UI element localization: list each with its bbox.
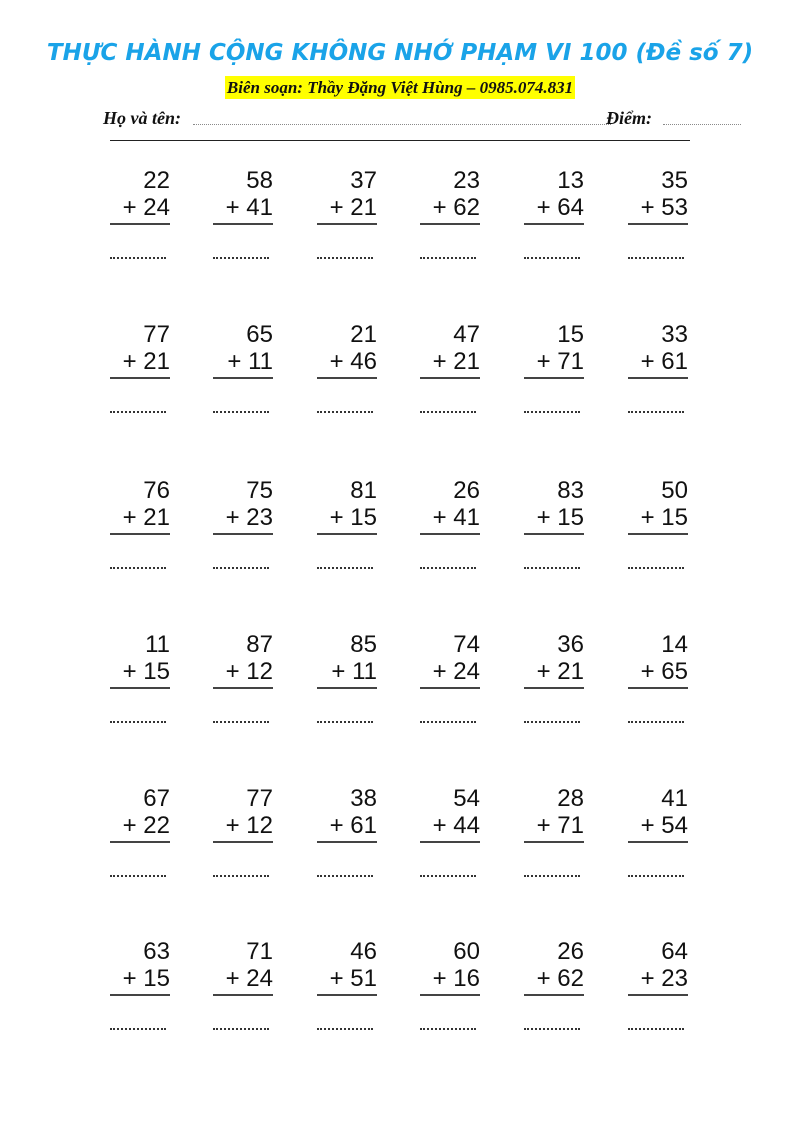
first-addend: 85 bbox=[350, 631, 377, 658]
answer-blank[interactable] bbox=[524, 257, 580, 259]
answer-blank[interactable] bbox=[420, 257, 476, 259]
addition-problem bbox=[524, 938, 584, 996]
first-addend: 21 bbox=[350, 321, 377, 348]
addition-problem bbox=[524, 785, 584, 843]
second-addend: + 15 bbox=[122, 965, 170, 992]
sum-line bbox=[110, 377, 170, 379]
answer-blank[interactable] bbox=[317, 1028, 373, 1030]
second-addend: + 21 bbox=[432, 348, 480, 375]
answer-blank[interactable] bbox=[317, 411, 373, 413]
first-addend: 87 bbox=[246, 631, 273, 658]
addition-problem bbox=[317, 631, 377, 689]
second-addend: + 62 bbox=[536, 965, 584, 992]
score-field[interactable] bbox=[663, 124, 741, 125]
addition-problem bbox=[213, 167, 273, 225]
first-addend: 47 bbox=[453, 321, 480, 348]
sum-line bbox=[524, 687, 584, 689]
sum-line bbox=[317, 841, 377, 843]
header-divider bbox=[110, 140, 690, 141]
second-addend: + 23 bbox=[225, 504, 273, 531]
addition-problem bbox=[524, 477, 584, 535]
addition-problem bbox=[524, 167, 584, 225]
score-label: Điểm: bbox=[606, 108, 652, 128]
second-addend: + 12 bbox=[225, 658, 273, 685]
answer-blank[interactable] bbox=[524, 567, 580, 569]
second-addend: + 24 bbox=[122, 194, 170, 221]
second-addend: + 71 bbox=[536, 812, 584, 839]
answer-blank[interactable] bbox=[524, 721, 580, 723]
sum-line bbox=[420, 377, 480, 379]
addition-problem bbox=[420, 785, 480, 843]
answer-blank[interactable] bbox=[110, 875, 166, 877]
sum-line bbox=[524, 994, 584, 996]
first-addend: 65 bbox=[246, 321, 273, 348]
sum-line bbox=[213, 533, 273, 535]
first-addend: 41 bbox=[661, 785, 688, 812]
addition-problem bbox=[213, 785, 273, 843]
first-addend: 75 bbox=[246, 477, 273, 504]
addition-problem bbox=[420, 167, 480, 225]
answer-blank[interactable] bbox=[420, 875, 476, 877]
addition-problem bbox=[420, 938, 480, 996]
addition-problem bbox=[420, 477, 480, 535]
first-addend: 26 bbox=[557, 938, 584, 965]
addition-problem bbox=[213, 938, 273, 996]
answer-blank[interactable] bbox=[628, 567, 684, 569]
answer-blank[interactable] bbox=[110, 411, 166, 413]
answer-blank[interactable] bbox=[213, 257, 269, 259]
first-addend: 28 bbox=[557, 785, 584, 812]
addition-problem bbox=[110, 167, 170, 225]
second-addend: + 54 bbox=[640, 812, 688, 839]
addition-problem bbox=[524, 631, 584, 689]
second-addend: + 21 bbox=[122, 504, 170, 531]
sum-line bbox=[628, 841, 688, 843]
first-addend: 58 bbox=[246, 167, 273, 194]
first-addend: 60 bbox=[453, 938, 480, 965]
sum-line bbox=[110, 687, 170, 689]
addition-problem bbox=[317, 785, 377, 843]
first-addend: 15 bbox=[557, 321, 584, 348]
addition-problem bbox=[110, 938, 170, 996]
answer-blank[interactable] bbox=[420, 567, 476, 569]
answer-blank[interactable] bbox=[628, 721, 684, 723]
addition-problem bbox=[317, 477, 377, 535]
sum-line bbox=[420, 687, 480, 689]
answer-blank[interactable] bbox=[628, 411, 684, 413]
sum-line bbox=[420, 841, 480, 843]
addition-problem bbox=[420, 321, 480, 379]
answer-blank[interactable] bbox=[524, 411, 580, 413]
sum-line bbox=[628, 223, 688, 225]
sum-line bbox=[317, 223, 377, 225]
first-addend: 81 bbox=[350, 477, 377, 504]
second-addend: + 12 bbox=[225, 812, 273, 839]
addition-problem bbox=[213, 477, 273, 535]
second-addend: + 22 bbox=[122, 812, 170, 839]
first-addend: 74 bbox=[453, 631, 480, 658]
second-addend: + 15 bbox=[536, 504, 584, 531]
sum-line bbox=[524, 841, 584, 843]
second-addend: + 71 bbox=[536, 348, 584, 375]
answer-blank[interactable] bbox=[628, 1028, 684, 1030]
first-addend: 76 bbox=[143, 477, 170, 504]
first-addend: 36 bbox=[557, 631, 584, 658]
sum-line bbox=[110, 994, 170, 996]
second-addend: + 15 bbox=[329, 504, 377, 531]
answer-blank[interactable] bbox=[420, 1028, 476, 1030]
sum-line bbox=[110, 533, 170, 535]
first-addend: 22 bbox=[143, 167, 170, 194]
second-addend: + 41 bbox=[432, 504, 480, 531]
first-addend: 77 bbox=[143, 321, 170, 348]
answer-blank[interactable] bbox=[628, 257, 684, 259]
answer-blank[interactable] bbox=[317, 257, 373, 259]
second-addend: + 15 bbox=[122, 658, 170, 685]
sum-line bbox=[524, 533, 584, 535]
second-addend: + 65 bbox=[640, 658, 688, 685]
second-addend: + 21 bbox=[329, 194, 377, 221]
first-addend: 77 bbox=[246, 785, 273, 812]
first-addend: 23 bbox=[453, 167, 480, 194]
sum-line bbox=[213, 223, 273, 225]
addition-problem bbox=[213, 631, 273, 689]
addition-problem bbox=[420, 631, 480, 689]
first-addend: 63 bbox=[143, 938, 170, 965]
sum-line bbox=[213, 687, 273, 689]
second-addend: + 61 bbox=[640, 348, 688, 375]
answer-blank[interactable] bbox=[420, 411, 476, 413]
answer-blank[interactable] bbox=[213, 411, 269, 413]
first-addend: 67 bbox=[143, 785, 170, 812]
answer-blank[interactable] bbox=[317, 875, 373, 877]
addition-problem bbox=[628, 477, 688, 535]
addition-problem bbox=[524, 321, 584, 379]
addition-problem bbox=[317, 321, 377, 379]
addition-problem bbox=[213, 321, 273, 379]
addition-problem bbox=[628, 167, 688, 225]
answer-blank[interactable] bbox=[213, 875, 269, 877]
second-addend: + 53 bbox=[640, 194, 688, 221]
sum-line bbox=[110, 223, 170, 225]
sum-line bbox=[628, 533, 688, 535]
student-info-row bbox=[103, 108, 743, 132]
second-addend: + 41 bbox=[225, 194, 273, 221]
addition-problem bbox=[628, 631, 688, 689]
first-addend: 26 bbox=[453, 477, 480, 504]
sum-line bbox=[420, 994, 480, 996]
answer-blank[interactable] bbox=[524, 875, 580, 877]
answer-blank[interactable] bbox=[420, 721, 476, 723]
worksheet-title: THỰC HÀNH CỘNG KHÔNG NHỚ PHẠM VI 100 (Đề số 7) bbox=[46, 40, 754, 66]
second-addend: + 61 bbox=[329, 812, 377, 839]
first-addend: 38 bbox=[350, 785, 377, 812]
second-addend: + 15 bbox=[640, 504, 688, 531]
author-credit: Biên soạn: Thầy Đặng Việt Hùng – 0985.074.831 bbox=[226, 78, 574, 97]
sum-line bbox=[420, 533, 480, 535]
first-addend: 35 bbox=[661, 167, 688, 194]
addition-problem bbox=[317, 167, 377, 225]
second-addend: + 24 bbox=[225, 965, 273, 992]
second-addend: + 44 bbox=[432, 812, 480, 839]
second-addend: + 23 bbox=[640, 965, 688, 992]
first-addend: 54 bbox=[453, 785, 480, 812]
sum-line bbox=[213, 841, 273, 843]
name-label: Họ và tên: bbox=[103, 108, 181, 128]
answer-blank[interactable] bbox=[213, 721, 269, 723]
sum-line bbox=[317, 377, 377, 379]
answer-blank[interactable] bbox=[110, 257, 166, 259]
second-addend: + 21 bbox=[536, 658, 584, 685]
first-addend: 33 bbox=[661, 321, 688, 348]
answer-blank[interactable] bbox=[213, 567, 269, 569]
addition-problem bbox=[317, 938, 377, 996]
addition-problem bbox=[110, 321, 170, 379]
second-addend: + 21 bbox=[122, 348, 170, 375]
answer-blank[interactable] bbox=[317, 567, 373, 569]
sum-line bbox=[213, 377, 273, 379]
addition-problem bbox=[110, 631, 170, 689]
addition-problem bbox=[110, 785, 170, 843]
second-addend: + 24 bbox=[432, 658, 480, 685]
first-addend: 64 bbox=[661, 938, 688, 965]
answer-blank[interactable] bbox=[110, 721, 166, 723]
second-addend: + 46 bbox=[329, 348, 377, 375]
sum-line bbox=[317, 687, 377, 689]
second-addend: + 62 bbox=[432, 194, 480, 221]
answer-blank[interactable] bbox=[110, 1028, 166, 1030]
answer-blank[interactable] bbox=[628, 875, 684, 877]
author-line bbox=[0, 76, 800, 99]
second-addend: + 64 bbox=[536, 194, 584, 221]
second-addend: + 11 bbox=[331, 658, 377, 685]
sum-line bbox=[317, 533, 377, 535]
first-addend: 13 bbox=[557, 167, 584, 194]
addition-problem bbox=[628, 785, 688, 843]
first-addend: 11 bbox=[145, 631, 170, 658]
addition-problem bbox=[628, 321, 688, 379]
first-addend: 37 bbox=[350, 167, 377, 194]
sum-line bbox=[628, 687, 688, 689]
second-addend: + 16 bbox=[432, 965, 480, 992]
second-addend: + 51 bbox=[329, 965, 377, 992]
answer-blank[interactable] bbox=[317, 721, 373, 723]
sum-line bbox=[213, 994, 273, 996]
first-addend: 83 bbox=[557, 477, 584, 504]
addition-problem bbox=[628, 938, 688, 996]
second-addend: + 11 bbox=[227, 348, 273, 375]
sum-line bbox=[110, 841, 170, 843]
sum-line bbox=[317, 994, 377, 996]
name-field[interactable] bbox=[193, 124, 611, 125]
sum-line bbox=[524, 223, 584, 225]
sum-line bbox=[420, 223, 480, 225]
first-addend: 71 bbox=[246, 938, 273, 965]
sum-line bbox=[628, 994, 688, 996]
first-addend: 50 bbox=[661, 477, 688, 504]
sum-line bbox=[628, 377, 688, 379]
sum-line bbox=[524, 377, 584, 379]
answer-blank[interactable] bbox=[524, 1028, 580, 1030]
first-addend: 46 bbox=[350, 938, 377, 965]
answer-blank[interactable] bbox=[213, 1028, 269, 1030]
first-addend: 14 bbox=[661, 631, 688, 658]
answer-blank[interactable] bbox=[110, 567, 166, 569]
addition-problem bbox=[110, 477, 170, 535]
